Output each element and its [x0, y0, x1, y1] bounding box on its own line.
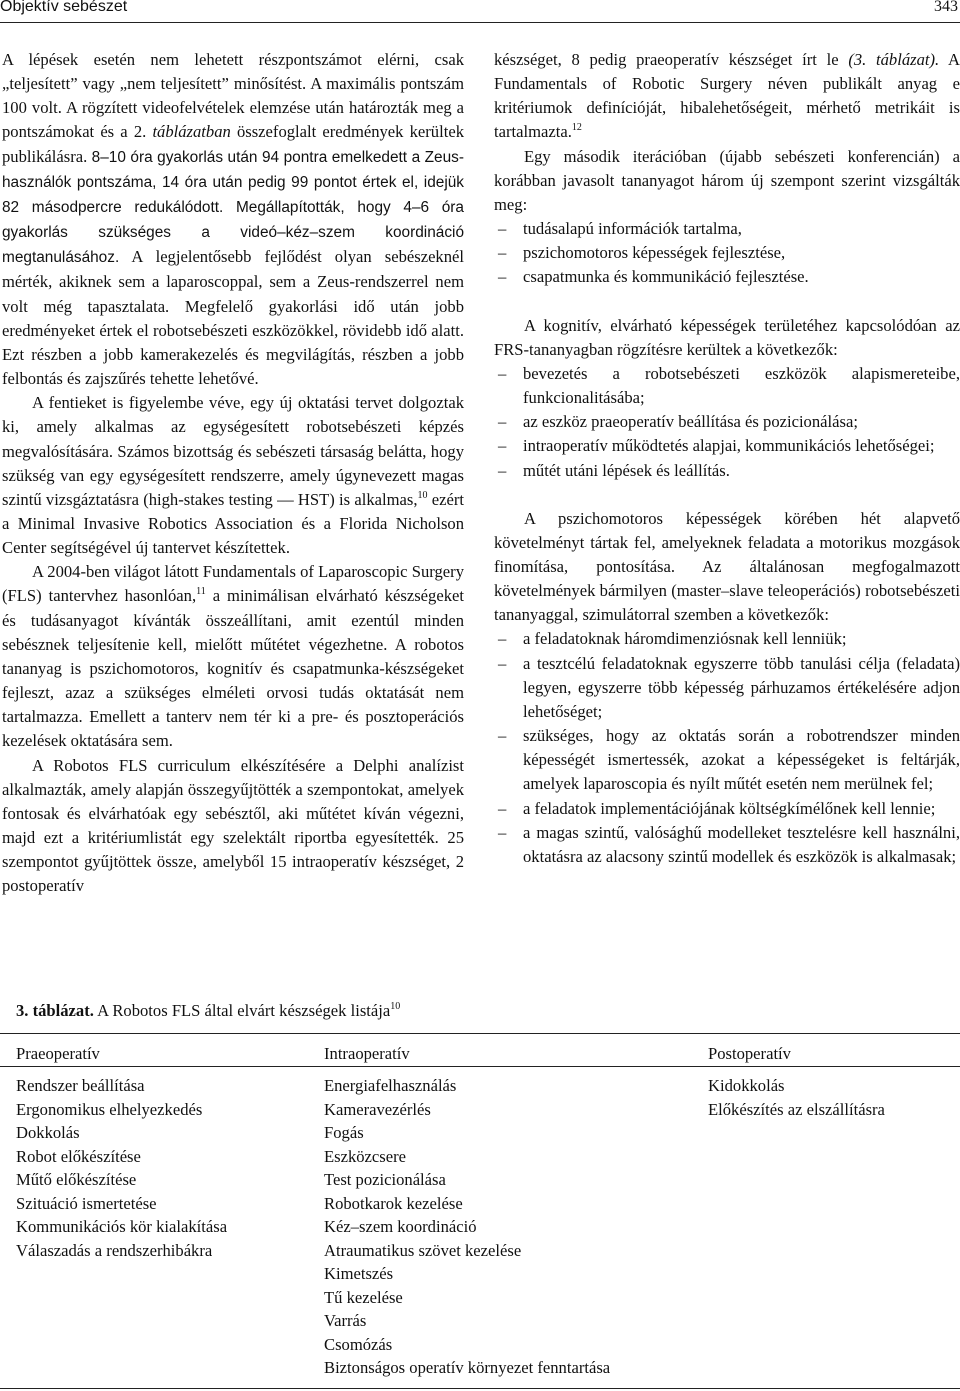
table-cell: Csomózás: [324, 1334, 393, 1354]
table-column-header: Praeoperatív: [16, 1044, 100, 1063]
table-bottom-rule: [0, 1388, 960, 1389]
dash-bullet-icon: –: [498, 460, 507, 480]
text-run: készséget, 8 pedig praeoperatív készséget írt le: [494, 50, 849, 69]
table-cell: Robot előkészítése: [16, 1146, 141, 1166]
dash-bullet-icon: –: [498, 436, 507, 456]
footnote-ref: 11: [196, 586, 206, 598]
list-item: [494, 821, 960, 869]
text-run: összefoglalt eredmények kerültek publikálásra.: [2, 122, 464, 166]
text-run: ezért a Minimal Invasive Robotics Association és a Florida Nicholson Center segítségével új tantervet készítettek.: [2, 489, 464, 558]
footnote-ref: 12: [571, 122, 582, 134]
text-run: 8–10 óra gyakorlás után 94 pontra emelkedett a Zeus-használók pontszáma, 14 óra után pedig 99 pontot értek el, idejük 82 másodpercre redukálódott. Megállapították, hogy 4–6 óra gyakorlás szükséges a videó–kéz–szem koordináció megtanulásához.: [2, 148, 464, 267]
table-column-header: Postoperatív: [708, 1044, 791, 1063]
text-run: a minimálisan elvárható készségeket és tudásanyagot kívánták összeállítani, amit ezentúl minden sebésznek teljesítenie kell, mielőtt műtétet végezhetne. A robotos tananyag is pszichomotoros, kognitív és csapatmunka-készségeket fejleszt, azaz a szükséges elméleti orvosi tudás oktatását nem tartalmazza. Emellett a tanterv nem tér ki a pre- és posztoperációs kezelések oktatására sem.: [2, 586, 464, 751]
table-cell: Test pozicionálása: [324, 1170, 446, 1189]
text-run: Egy második iterációban (újabb sebészeti konferencián) a korábban javasolt tananyagot három új szempont szerint vizsgálták meg:: [494, 146, 960, 214]
text-run: A fentieket is figyelembe véve, egy új oktatási tervet dolgoztak ki, amely alkalmas az egységesített robotsebészeti képzés megvalósítására. Számos bizottság és sebészeti társaság belátta, hogy szükség van egy egységesített rendszerre, amely úgynevezett magas szintű vizsgáztatásra (high-stakes testing — HST) is alkalmas,: [2, 393, 464, 509]
table-cell: Energiafelhasználás: [324, 1076, 457, 1095]
dash-bullet-icon: –: [498, 363, 507, 383]
list-item-text: szükséges, hogy az oktatás során a robotrendszer minden képességét ismertessék, azokat a képességeket is feltárják, amelyek laparoscopia és nyílt műtét esetén nem merülnek fel;: [523, 726, 960, 794]
body-paragraph: [494, 48, 960, 145]
table-cell: Atraumatikus szövet kezelése: [324, 1240, 522, 1260]
text-run: A legjelentősebb fejlődést olyan sebészeknél mérték, akiknek sem a laparoscoppal, sem a Zeus-rendszerrel nem volt még tapasztalata. Megfelelő gyakorlási idő után jobb eredményeket értek el robotsebészeti eszközökkel, rövidebb idő alatt. Ezt részben a jobb kamerakezelés és megvilágítás, részben a jobb felbontás és zajszűrés tehette lehetővé.: [2, 247, 464, 389]
dash-bullet-icon: –: [498, 412, 507, 432]
list-item: [494, 724, 960, 796]
list-item: [494, 217, 960, 241]
table-cell: Válaszadás a rendszerhibákra: [16, 1240, 213, 1260]
body-paragraph: [2, 754, 464, 899]
table-cell: Kimetszés: [324, 1264, 394, 1283]
table-caption: [16, 1001, 400, 1021]
list-item-text: tudásalapú információk tartalma,: [523, 219, 742, 239]
text-run: A 2004-ben világot látott Fundamentals of Laparoscopic Surgery (FLS) tantervhez hasonlóan,: [2, 562, 464, 606]
table-cell: Biztonságos operatív környezet fenntartása: [324, 1358, 611, 1377]
table-cell: Műtő előkészítése: [16, 1170, 137, 1189]
dash-list: [494, 627, 960, 869]
table-caption-label: 3. táblázat.: [16, 1001, 94, 1020]
page-header: [0, 0, 960, 20]
list-item-text: a feladatok implementációjának költségkímélőnek kell lennie;: [523, 798, 936, 818]
footnote-ref: 10: [417, 489, 428, 501]
list-item-text: csapatmunka és kommunikáció fejlesztése.: [523, 267, 809, 287]
table-header-rule: [0, 1066, 960, 1067]
list-item: [494, 410, 960, 434]
body-paragraph: [494, 314, 960, 362]
table-column-intraoperative: [324, 1044, 611, 1380]
list-item-text: műtét utáni lépések és leállítás.: [523, 460, 730, 480]
table-cell: Előkészítés az elszállításra: [708, 1099, 885, 1119]
list-item-text: a tesztcélú feladatoknak egyszerre több tanulási célja (feladata) legyen, egyszerre több képesség párhuzamos értékelésére adjon lehetőséget;: [523, 653, 960, 721]
header-rule: [0, 22, 960, 23]
table-cell: Eszközcsere: [324, 1146, 406, 1166]
dash-bullet-icon: –: [498, 219, 507, 239]
table-cell: Fogás: [324, 1123, 364, 1142]
table-column-praeoperative: [16, 1044, 228, 1262]
body-paragraph: [2, 560, 464, 753]
list-item: [494, 652, 960, 724]
table-cell: Rendszer beállítása: [16, 1076, 145, 1095]
dash-list: [494, 217, 960, 289]
list-item: [494, 434, 960, 458]
dash-bullet-icon: –: [498, 243, 507, 263]
dash-bullet-icon: –: [498, 653, 507, 673]
table-cell: Robotkarok kezelése: [324, 1193, 463, 1213]
table-cell: Tű kezelése: [324, 1287, 403, 1307]
page-number: 343: [934, 0, 958, 15]
list-item: [494, 627, 960, 651]
list-item: [494, 459, 960, 483]
table-column-header: Intraoperatív: [324, 1044, 410, 1063]
dash-bullet-icon: –: [498, 822, 507, 842]
list-item-text: bevezetés a robotsebészeti eszközök alapismereteibe, funkcionalitásába;: [523, 363, 960, 408]
table-cell: Kameravezérlés: [324, 1099, 431, 1119]
section-title: Objektív sebészet: [0, 0, 128, 15]
table-cell: Kéz–szem koordináció: [324, 1217, 477, 1236]
table-cell: Szituáció ismertetése: [16, 1193, 157, 1213]
text-run: (3. táblázat).: [848, 50, 940, 69]
dash-bullet-icon: –: [498, 798, 507, 818]
body-paragraph: [494, 145, 960, 217]
dash-bullet-icon: –: [498, 267, 507, 287]
table-caption-text: A Robotos FLS által elvárt készségek listája: [97, 1001, 391, 1020]
table-cell: Kommunikációs kör kialakítása: [16, 1217, 228, 1236]
table-column-postoperative: [708, 1044, 885, 1121]
text-run: A kognitív, elvárható képességek területéhez kapcsolódóan az FRS-tananyagban rögzítésre kerültek a következők:: [494, 315, 960, 359]
text-run: A pszichomotoros képességek körében hét alapvető követelményt tártak fel, amelyeknek feladata a motorikus mozgások finomítása, pontosítása. Az általánosan megfogalmazott követelmények bármilyen (master–slave teleoperációs) robotsebészeti tananyaggal, szimulátorral szemben a következők:: [494, 508, 960, 625]
table-cell: Varrás: [324, 1311, 367, 1330]
table-cell: Dokkolás: [16, 1123, 80, 1142]
right-column: [494, 48, 960, 869]
list-item-text: az eszköz praeoperatív beállítása és pozicionálása;: [523, 412, 858, 432]
paragraph-gap: [494, 290, 960, 314]
paragraph-gap: [494, 483, 960, 507]
list-item: [494, 265, 960, 289]
left-column: [2, 48, 464, 898]
text-run: A Robotos FLS curriculum elkészítésére a Delphi analízist alkalmazták, amely alapján összegyűjtötték a szempontokat, amelyek fontosak és elvárhatóak egy sebésztől, aki műtétet kíván végezni, majd ezt a kritériumlistát egy szelektált riportba egyesítették. 25 szempontot gyűjtöttek össze, amelyből 15 intraoperatív készséget, 2 postoperatív: [2, 755, 464, 896]
text-run: táblázatban: [152, 122, 231, 142]
table-top-rule: [0, 1033, 960, 1034]
dash-bullet-icon: –: [498, 629, 507, 649]
table-cell: Kidokkolás: [708, 1076, 785, 1095]
list-item: [494, 362, 960, 410]
table-cell: Ergonomikus elhelyezkedés: [16, 1099, 203, 1119]
list-item-text: intraoperatív működtetés alapjai, kommunikációs lehetőségei;: [523, 436, 935, 456]
list-item: [494, 241, 960, 265]
dash-bullet-icon: –: [498, 726, 507, 746]
text-run: A Fundamentals of Robotic Surgery néven publikált anyag e kritériumok definícióját, hibalehetőségeit, mérhető metrikáit is tartalmazta.: [494, 50, 960, 142]
body-paragraph: [494, 507, 960, 628]
list-item-text: pszichomotoros képességek fejlesztése,: [523, 243, 786, 263]
list-item: [494, 797, 960, 821]
body-paragraph: [2, 391, 464, 560]
body-paragraph: [2, 48, 464, 391]
text-run: A lépések esetén nem lehetett részpontszámot elérni, csak „teljesített” vagy „nem teljesített” minősítést. A maximális pontszám 100 volt. A rögzített videofelvételek elemzése után határozták meg a pontszámokat és a 2.: [2, 50, 464, 142]
list-item-text: a feladatoknak háromdimenziósnak kell lenniük;: [523, 629, 847, 649]
dash-list: [494, 362, 960, 483]
list-item-text: a magas szintű, valósághű modelleket tesztelésre kell használni, oktatásra az alacsony szintű modellek és eszközök is alkalmasak;: [523, 822, 960, 866]
table-caption-ref: 10: [390, 1001, 401, 1012]
